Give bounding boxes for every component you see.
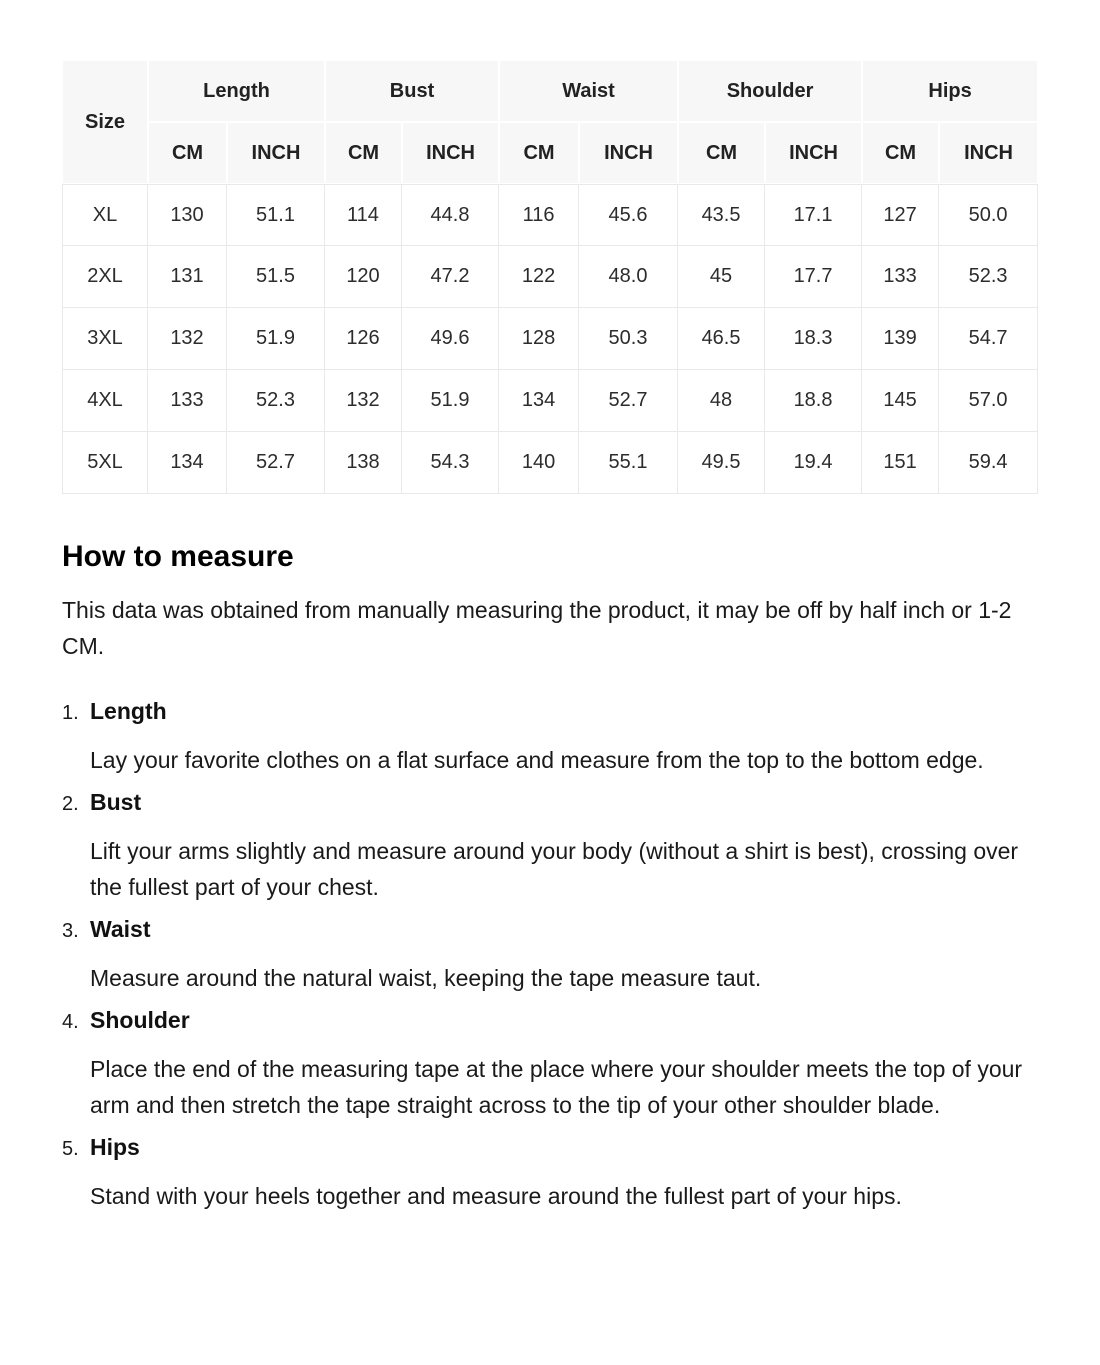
- step-term: Shoulder: [90, 1007, 190, 1033]
- step-description: Lay your favorite clothes on a flat surface and measure from the top to the bottom edge.: [90, 747, 984, 773]
- size-cell: 3XL: [62, 308, 148, 370]
- unit-header-cm: CM: [499, 122, 579, 184]
- measurement-cell: 18.3: [765, 308, 862, 370]
- unit-header-inch: INCH: [579, 122, 678, 184]
- measurement-cell: 134: [148, 432, 227, 494]
- group-header-shoulder: Shoulder: [678, 60, 862, 122]
- measurement-cell: 17.7: [765, 246, 862, 308]
- size-chart-table: [62, 60, 1038, 494]
- measurement-cell: 151: [862, 432, 939, 494]
- measurement-cell: 45: [678, 246, 765, 308]
- measurement-cell: 52.7: [579, 370, 678, 432]
- list-item-shoulder: [62, 1005, 1038, 1123]
- step-number: 2.: [62, 793, 79, 815]
- step-description: Measure around the natural waist, keeping the tape measure taut.: [90, 965, 762, 991]
- list-item-hips: [62, 1132, 1038, 1214]
- step-description: Lift your arms slightly and measure around your body (without a shirt is best), crossing over the fullest part of your chest.: [90, 838, 1019, 900]
- measurement-cell: 133: [148, 370, 227, 432]
- table-row-xl: [62, 184, 1038, 246]
- measurement-cell: 131: [148, 246, 227, 308]
- size-chart-header: [62, 60, 1038, 184]
- group-header-bust: Bust: [325, 60, 499, 122]
- measurement-cell: 52.3: [227, 370, 325, 432]
- measurement-cell: 51.9: [402, 370, 499, 432]
- table-row-5xl: [62, 432, 1038, 494]
- measurement-cell: 54.3: [402, 432, 499, 494]
- list-item-waist: [62, 914, 1038, 996]
- measurement-cell: 49.5: [678, 432, 765, 494]
- measurement-cell: 45.6: [579, 184, 678, 246]
- unit-header-cm: CM: [325, 122, 402, 184]
- measurement-cell: 145: [862, 370, 939, 432]
- table-row-4xl: [62, 370, 1038, 432]
- unit-header-inch: INCH: [939, 122, 1038, 184]
- step-number: 4.: [62, 1011, 79, 1033]
- measurement-cell: 51.5: [227, 246, 325, 308]
- measurement-cell: 138: [325, 432, 402, 494]
- measure-steps-list: [62, 696, 1038, 1214]
- group-header-row: [62, 60, 1038, 122]
- size-cell: 4XL: [62, 370, 148, 432]
- measurement-cell: 51.9: [227, 308, 325, 370]
- measurement-cell: 140: [499, 432, 579, 494]
- measurement-cell: 126: [325, 308, 402, 370]
- measurement-cell: 50.0: [939, 184, 1038, 246]
- step-term: Waist: [90, 916, 151, 942]
- measurement-cell: 120: [325, 246, 402, 308]
- measurement-cell: 132: [148, 308, 227, 370]
- measurement-cell: 19.4: [765, 432, 862, 494]
- unit-header-cm: CM: [678, 122, 765, 184]
- measurement-cell: 54.7: [939, 308, 1038, 370]
- measurement-cell: 51.1: [227, 184, 325, 246]
- measurement-cell: 55.1: [579, 432, 678, 494]
- table-row-2xl: [62, 246, 1038, 308]
- measurement-cell: 122: [499, 246, 579, 308]
- measurement-cell: 127: [862, 184, 939, 246]
- step-number: 3.: [62, 920, 79, 942]
- measurement-cell: 18.8: [765, 370, 862, 432]
- step-description: Place the end of the measuring tape at the place where your shoulder meets the top of your arm and then stretch the tape straight across to the tip of your other shoulder blade.: [90, 1056, 1023, 1118]
- group-header-waist: Waist: [499, 60, 678, 122]
- measurement-cell: 52.3: [939, 246, 1038, 308]
- size-chart-body: [62, 184, 1038, 494]
- measurement-cell: 17.1: [765, 184, 862, 246]
- measurement-cell: 43.5: [678, 184, 765, 246]
- unit-header-cm: CM: [148, 122, 227, 184]
- list-item-length: [62, 696, 1038, 778]
- step-term: Hips: [90, 1134, 140, 1160]
- group-header-hips: Hips: [862, 60, 1038, 122]
- measurement-cell: 49.6: [402, 308, 499, 370]
- unit-header-inch: INCH: [402, 122, 499, 184]
- measurement-cell: 139: [862, 308, 939, 370]
- measurement-cell: 114: [325, 184, 402, 246]
- measurement-cell: 48.0: [579, 246, 678, 308]
- measurement-cell: 133: [862, 246, 939, 308]
- measurement-cell: 44.8: [402, 184, 499, 246]
- table-row-3xl: [62, 308, 1038, 370]
- measurement-cell: 52.7: [227, 432, 325, 494]
- step-number: 1.: [62, 702, 79, 724]
- measurement-cell: 132: [325, 370, 402, 432]
- unit-header-cm: CM: [862, 122, 939, 184]
- size-cell: 5XL: [62, 432, 148, 494]
- measurement-cell: 128: [499, 308, 579, 370]
- size-cell: XL: [62, 184, 148, 246]
- step-description: Stand with your heels together and measure around the fullest part of your hips.: [90, 1183, 902, 1209]
- measurement-cell: 57.0: [939, 370, 1038, 432]
- size-cell: 2XL: [62, 246, 148, 308]
- measurement-cell: 47.2: [402, 246, 499, 308]
- size-column-header: Size: [62, 60, 148, 184]
- step-number: 5.: [62, 1138, 79, 1160]
- unit-header-inch: INCH: [227, 122, 325, 184]
- list-item-bust: [62, 787, 1038, 905]
- measurement-cell: 130: [148, 184, 227, 246]
- measurement-cell: 134: [499, 370, 579, 432]
- measurement-cell: 48: [678, 370, 765, 432]
- group-header-length: Length: [148, 60, 325, 122]
- measurement-cell: 116: [499, 184, 579, 246]
- measurement-cell: 59.4: [939, 432, 1038, 494]
- unit-header-inch: INCH: [765, 122, 862, 184]
- unit-header-row: [62, 122, 1038, 184]
- how-to-measure-title: How to measure: [62, 540, 294, 573]
- measurement-cell: 46.5: [678, 308, 765, 370]
- measurement-cell: 50.3: [579, 308, 678, 370]
- step-term: Bust: [90, 789, 142, 815]
- measure-disclaimer-paragraph: This data was obtained from manually measuring the product, it may be off by half inch or 1-2 CM.: [62, 597, 1012, 659]
- step-term: Length: [90, 698, 167, 724]
